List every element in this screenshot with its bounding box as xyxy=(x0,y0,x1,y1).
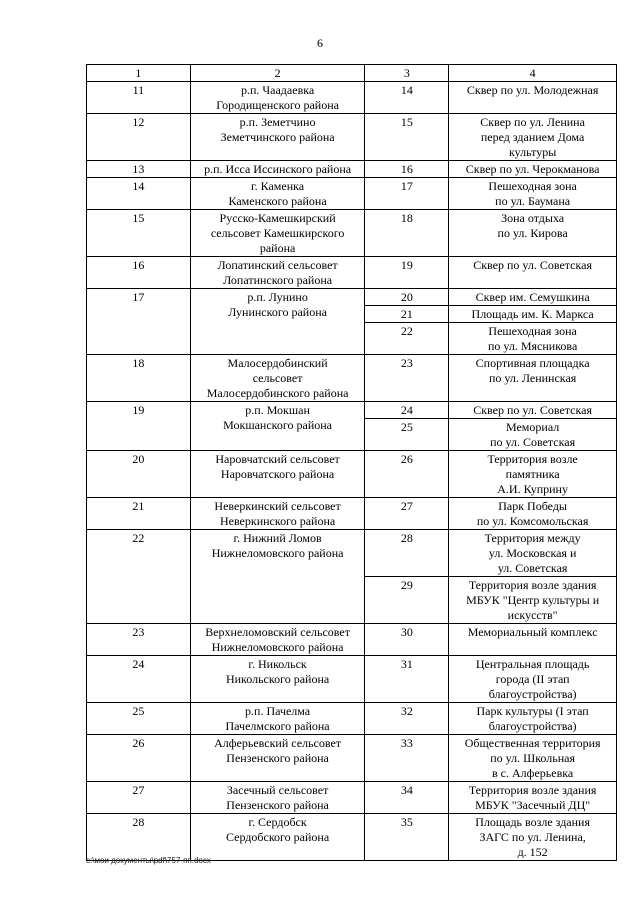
settlement-cell: Верхнеломовский сельсовет Нижнеломовского района xyxy=(190,624,365,656)
table-row xyxy=(87,703,617,735)
territory-number-cell: 18 xyxy=(365,210,449,257)
settlement-cell: Наровчатский сельсовет Наровчатского района xyxy=(190,451,365,498)
territory-number-cell: 33 xyxy=(365,735,449,782)
row-number-cell: 19 xyxy=(87,402,191,451)
territory-number-cell: 29 xyxy=(365,577,449,624)
row-number-cell: 22 xyxy=(87,530,191,624)
territory-number-cell: 23 xyxy=(365,355,449,402)
table-row xyxy=(87,289,617,306)
territory-number-cell: 24 xyxy=(365,402,449,419)
table-row xyxy=(87,451,617,498)
territory-number-cell: 26 xyxy=(365,451,449,498)
header-cell: 2 xyxy=(190,65,365,82)
territory-number-cell: 31 xyxy=(365,656,449,703)
table-row xyxy=(87,161,617,178)
territory-name-cell: Площадь возле здания ЗАГС по ул. Ленина, д. 152 xyxy=(449,814,617,861)
row-number-cell: 17 xyxy=(87,289,191,355)
territory-name-cell: Сквер по ул. Черокманова xyxy=(449,161,617,178)
row-number-cell: 15 xyxy=(87,210,191,257)
table-row xyxy=(87,624,617,656)
settlement-cell: Малосердобинский сельсовет Малосердобинского района xyxy=(190,355,365,402)
territory-name-cell: Сквер им. Семушкина xyxy=(449,289,617,306)
territory-name-cell: Зона отдыха по ул. Кирова xyxy=(449,210,617,257)
file-path-footer: c:\мои документы\pdf\757-пп.docx xyxy=(86,856,211,865)
settlement-cell: р.п. Земетчино Земетчинского района xyxy=(190,114,365,161)
settlement-cell: Неверкинский сельсовет Неверкинского района xyxy=(190,498,365,530)
territory-name-cell: Территория возле здания МБУК "Засечный ДЦ" xyxy=(449,782,617,814)
territory-number-cell: 27 xyxy=(365,498,449,530)
territory-number-cell: 14 xyxy=(365,82,449,114)
settlement-cell: р.п. Лунино Лунинского района xyxy=(190,289,365,355)
settlement-cell: р.п. Чаадаевка Городищенского района xyxy=(190,82,365,114)
table-row xyxy=(87,402,617,419)
table-header-row xyxy=(87,65,617,82)
territory-name-cell: Пешеходная зона по ул. Баумана xyxy=(449,178,617,210)
territory-name-cell: Парк Победы по ул. Комсомольская xyxy=(449,498,617,530)
settlement-cell: р.п. Исса Иссинского района xyxy=(190,161,365,178)
table-row xyxy=(87,355,617,402)
settlement-cell: г. Никольск Никольского района xyxy=(190,656,365,703)
territory-name-cell: Сквер по ул. Советская xyxy=(449,402,617,419)
settlement-cell: р.п. Мокшан Мокшанского района xyxy=(190,402,365,451)
table-row xyxy=(87,178,617,210)
territory-name-cell: Сквер по ул. Молодежная xyxy=(449,82,617,114)
settlement-cell: Алферьевский сельсовет Пензенского района xyxy=(190,735,365,782)
table-row xyxy=(87,257,617,289)
territory-name-cell: Сквер по ул. Советская xyxy=(449,257,617,289)
row-number-cell: 26 xyxy=(87,735,191,782)
row-number-cell: 13 xyxy=(87,161,191,178)
territory-number-cell: 25 xyxy=(365,419,449,451)
settlement-cell: г. Сердобск Сердобского района xyxy=(190,814,365,861)
territory-name-cell: Пешеходная зона по ул. Мясникова xyxy=(449,323,617,355)
table-row xyxy=(87,82,617,114)
territory-name-cell: Мемориал по ул. Советская xyxy=(449,419,617,451)
settlement-cell: Лопатинский сельсовет Лопатинского района xyxy=(190,257,365,289)
territory-name-cell: Центральная площадь города (II этап благоустройства) xyxy=(449,656,617,703)
table-row xyxy=(87,498,617,530)
row-number-cell: 24 xyxy=(87,656,191,703)
row-number-cell: 18 xyxy=(87,355,191,402)
table-row xyxy=(87,735,617,782)
territory-number-cell: 30 xyxy=(365,624,449,656)
territory-name-cell: Территория между ул. Московская и ул. Советская xyxy=(449,530,617,577)
territory-number-cell: 17 xyxy=(365,178,449,210)
territory-number-cell: 20 xyxy=(365,289,449,306)
territory-number-cell: 15 xyxy=(365,114,449,161)
row-number-cell: 21 xyxy=(87,498,191,530)
territory-number-cell: 35 xyxy=(365,814,449,861)
territory-number-cell: 28 xyxy=(365,530,449,577)
table-row xyxy=(87,782,617,814)
row-number-cell: 28 xyxy=(87,814,191,861)
table-row xyxy=(87,530,617,577)
table-row xyxy=(87,656,617,703)
settlement-cell: г. Нижний Ломов Нижнеломовского района xyxy=(190,530,365,624)
territory-name-cell: Спортивная площадка по ул. Ленинская xyxy=(449,355,617,402)
header-cell: 3 xyxy=(365,65,449,82)
territory-number-cell: 34 xyxy=(365,782,449,814)
table-row xyxy=(87,814,617,861)
settlement-cell: р.п. Пачелма Пачелмского района xyxy=(190,703,365,735)
settlement-cell: Русско-Камешкирский сельсовет Камешкирского района xyxy=(190,210,365,257)
row-number-cell: 11 xyxy=(87,82,191,114)
territory-name-cell: Парк культуры (I этап благоустройства) xyxy=(449,703,617,735)
territory-number-cell: 21 xyxy=(365,306,449,323)
table-row xyxy=(87,114,617,161)
page-number: 6 xyxy=(317,36,323,50)
territory-name-cell: Территория возле здания МБУК "Центр культуры и искусств" xyxy=(449,577,617,624)
settlement-cell: г. Каменка Каменского района xyxy=(190,178,365,210)
territory-name-cell: Общественная территория по ул. Школьная в с. Алферьевка xyxy=(449,735,617,782)
row-number-cell: 12 xyxy=(87,114,191,161)
territory-number-cell: 32 xyxy=(365,703,449,735)
row-number-cell: 14 xyxy=(87,178,191,210)
territory-number-cell: 22 xyxy=(365,323,449,355)
header-cell: 4 xyxy=(449,65,617,82)
row-number-cell: 27 xyxy=(87,782,191,814)
header-cell: 1 xyxy=(87,65,191,82)
table-row xyxy=(87,210,617,257)
settlement-cell: Засечный сельсовет Пензенского района xyxy=(190,782,365,814)
territory-number-cell: 16 xyxy=(365,161,449,178)
row-number-cell: 23 xyxy=(87,624,191,656)
territory-name-cell: Территория возле памятника А.И. Куприну xyxy=(449,451,617,498)
row-number-cell: 20 xyxy=(87,451,191,498)
territory-number-cell: 19 xyxy=(365,257,449,289)
row-number-cell: 16 xyxy=(87,257,191,289)
territory-name-cell: Мемориальный комплекс xyxy=(449,624,617,656)
territories-table xyxy=(86,64,617,861)
territory-name-cell: Площадь им. К. Маркса xyxy=(449,306,617,323)
row-number-cell: 25 xyxy=(87,703,191,735)
territory-name-cell: Сквер по ул. Ленина перед зданием Дома культуры xyxy=(449,114,617,161)
